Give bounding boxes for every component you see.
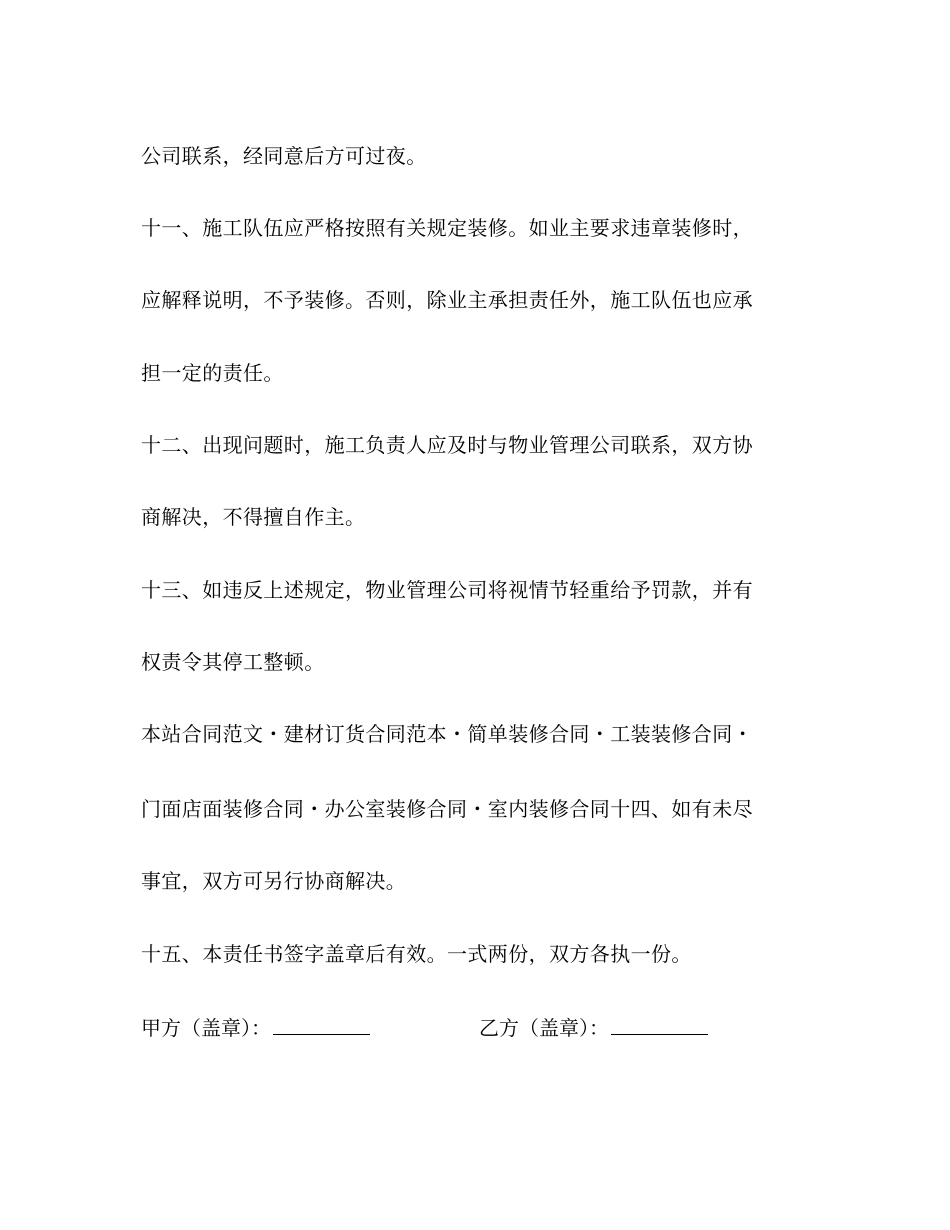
signature-row bbox=[141, 1014, 801, 1044]
text-line: 十五、本责任书签字盖章后有效。一式两份，双方各执一份。 bbox=[141, 942, 692, 966]
party-a-signature bbox=[141, 1014, 370, 1040]
party-b-label: 乙方（盖章）： bbox=[479, 1016, 609, 1040]
text-line: 商解决，不得擅自作主。 bbox=[141, 505, 366, 529]
text-line: 十一、施工队伍应严格按照有关规定装修。如业主要求违章装修时， bbox=[141, 216, 753, 240]
text-line: 权责令其停工整顿。 bbox=[141, 650, 325, 674]
text-line: 应解释说明，不予装修。否则，除业主承担责任外，施工队伍也应承 bbox=[141, 288, 753, 312]
party-a-signature-line bbox=[273, 1014, 370, 1035]
text-line: 担一定的责任。 bbox=[141, 361, 284, 385]
party-b-signature bbox=[479, 1014, 708, 1040]
text-line: 门面店面装修合同・办公室装修合同・室内装修合同十四、如有未尽 bbox=[141, 797, 753, 821]
text-line: 十三、如违反上述规定，物业管理公司将视情节轻重给予罚款，并有 bbox=[141, 578, 753, 602]
text-line: 十二、出现问题时，施工负责人应及时与物业管理公司联系，双方协 bbox=[141, 433, 753, 457]
party-a-label: 甲方（盖章）： bbox=[141, 1016, 271, 1040]
text-line: 公司联系，经同意后方可过夜。 bbox=[141, 144, 427, 168]
text-line: 事宜，双方可另行协商解决。 bbox=[141, 869, 407, 893]
text-line: 本站合同范文・建材订货合同范本・简单装修合同・工装装修合同・ bbox=[141, 722, 753, 746]
party-b-signature-line bbox=[611, 1014, 708, 1035]
